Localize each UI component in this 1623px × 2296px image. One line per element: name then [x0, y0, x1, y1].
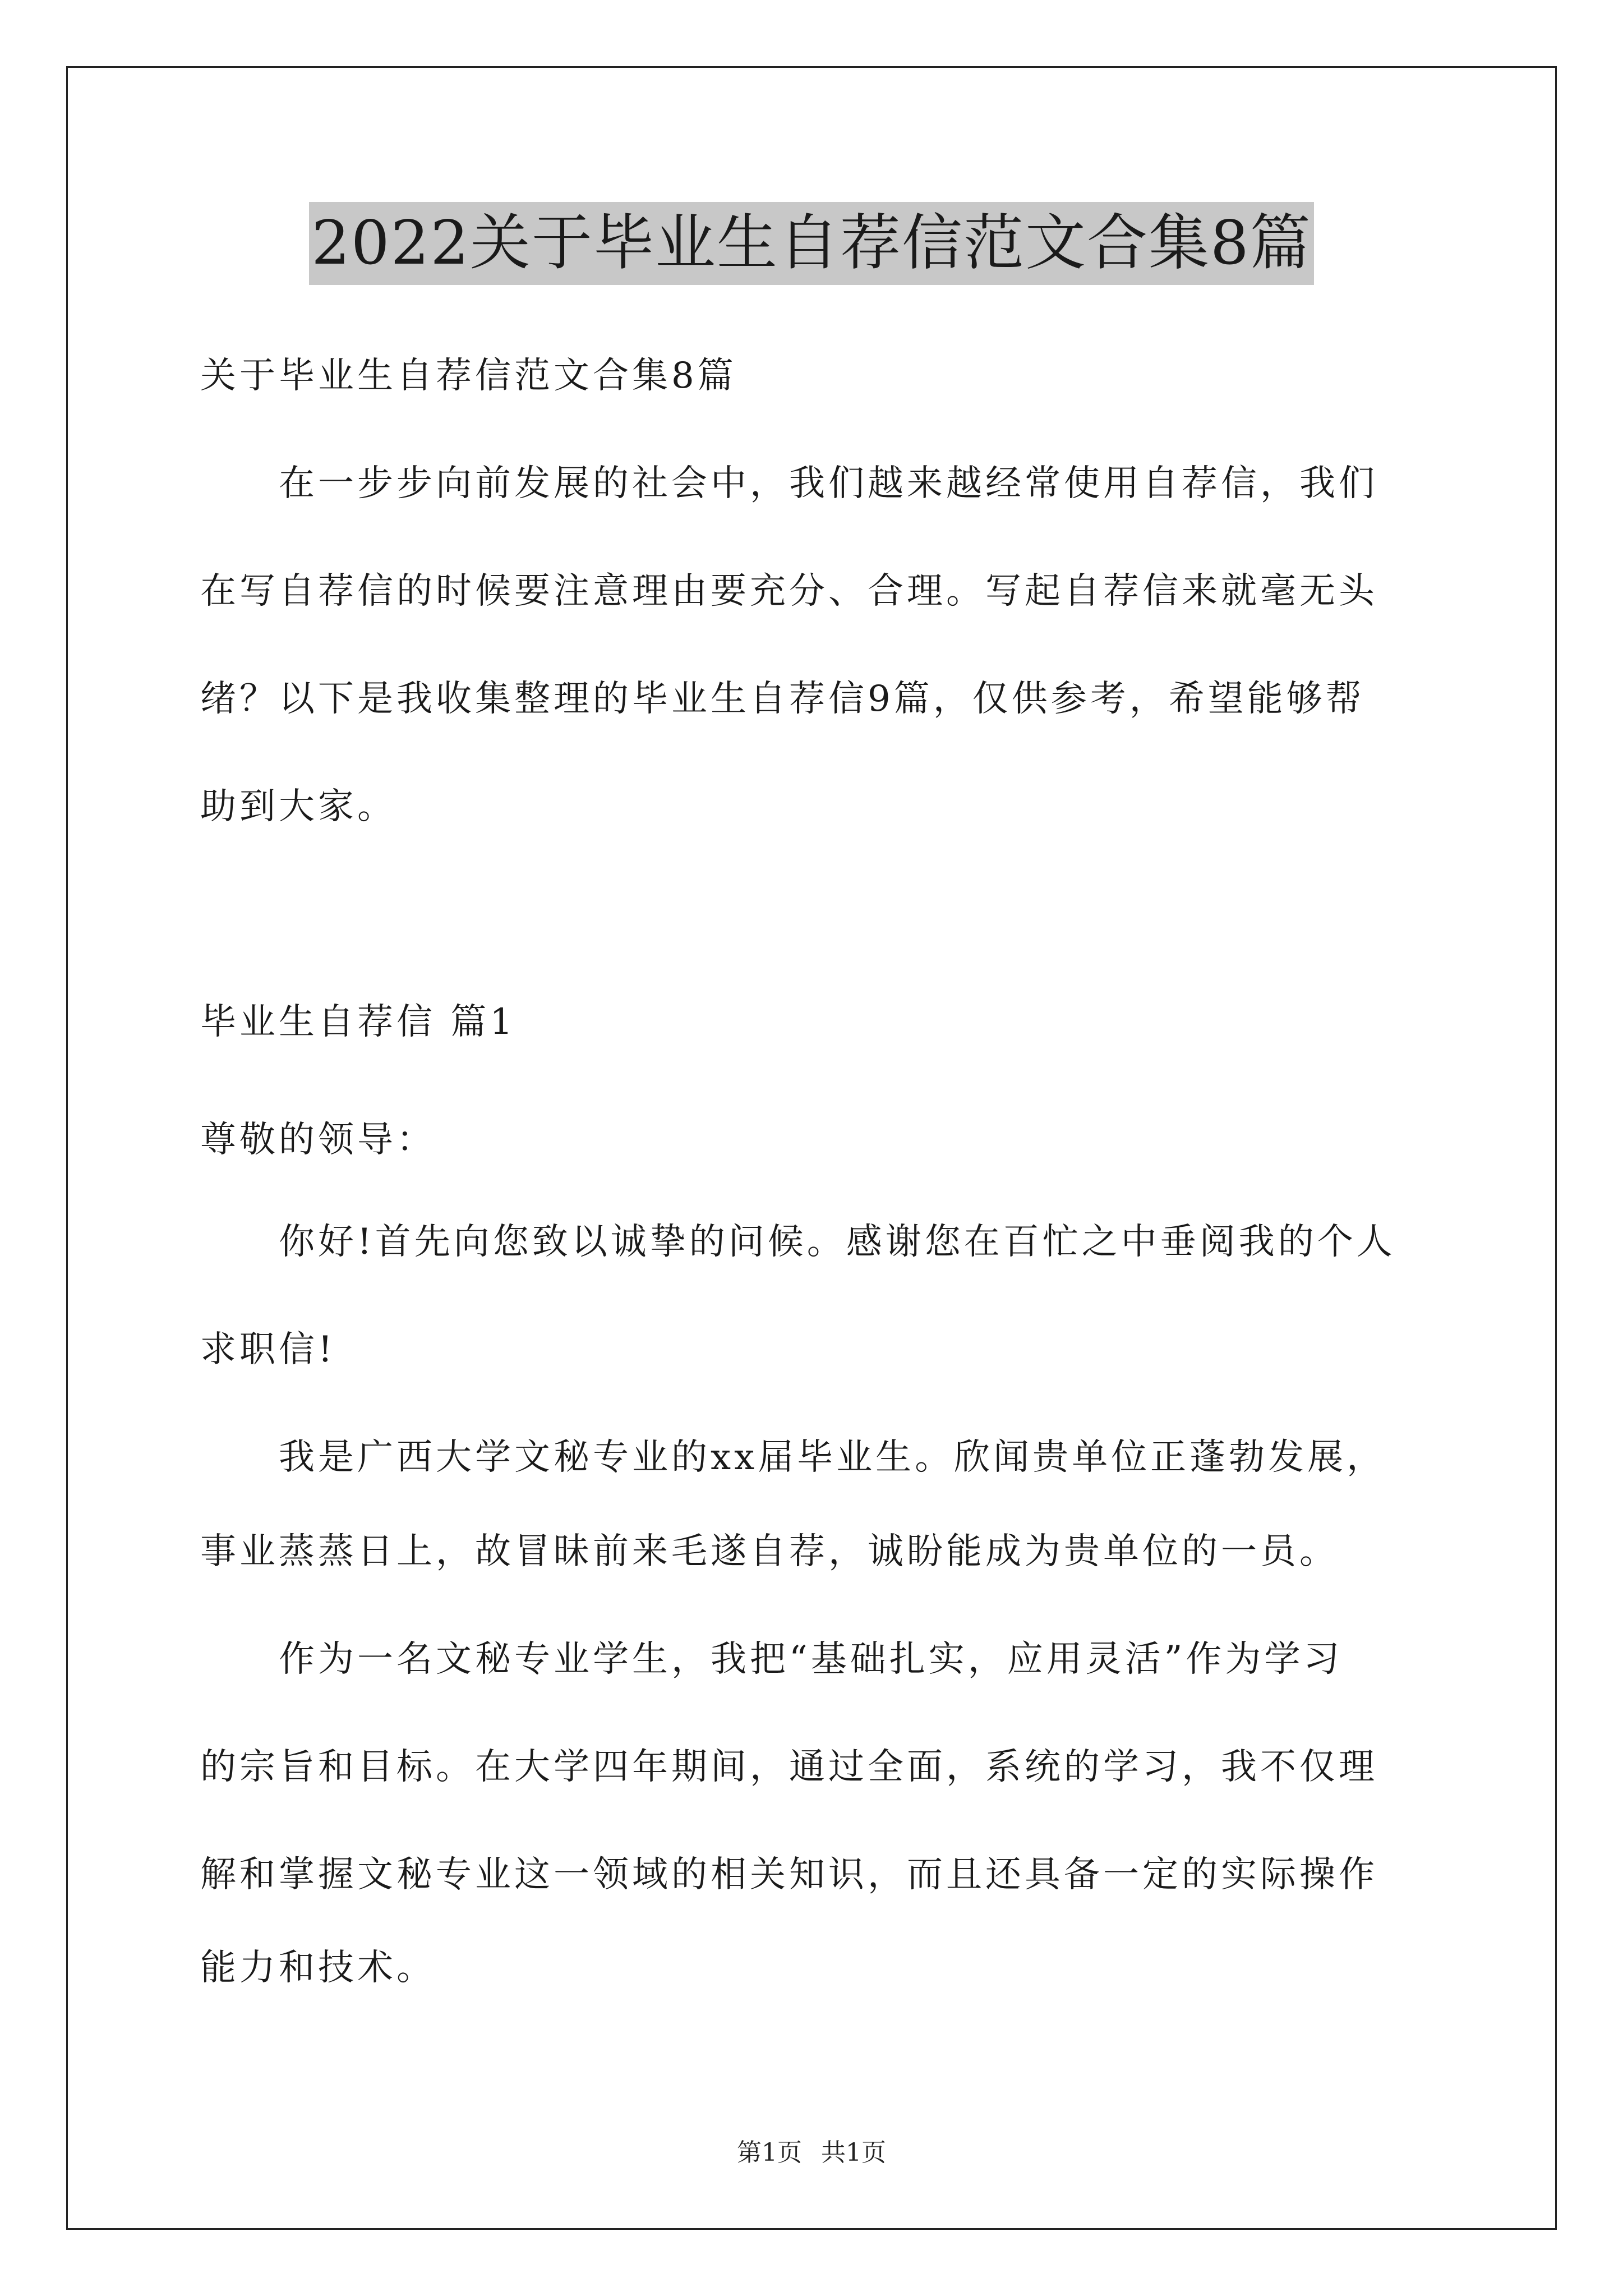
paragraph-line: 绪？以下是我收集整理的毕业生自荐信9篇，仅供参考，希望能够帮	[200, 678, 1365, 720]
paragraph-line: 助到大家。	[200, 786, 396, 827]
paragraph-line: 的宗旨和目标。在大学四年期间，通过全面，系统的学习，我不仅理	[200, 1746, 1378, 1788]
paragraph-line: 作为一名文秘专业学生，我把“基础扎实，应用灵活”作为学习	[279, 1639, 1343, 1680]
paragraph-line: 求职信!	[200, 1329, 336, 1370]
paragraph-line: 能力和技术。	[200, 1947, 436, 1989]
salutation-line: 尊敬的领导：	[200, 1119, 436, 1161]
page-number: 第1页	[737, 2138, 802, 2167]
paragraph-line: 在一步步向前发展的社会中，我们越来越经常使用自荐信，我们	[279, 463, 1378, 504]
page-footer	[0, 2137, 1623, 2169]
document-title: 2022关于毕业生自荐信范文合集8篇	[309, 202, 1314, 285]
paragraph-line: 解和掌握文秘专业这一领域的相关知识，而且还具备一定的实际操作	[200, 1854, 1378, 1895]
paragraph-line: 你好!首先向您致以诚挚的问候。感谢您在百忙之中垂阅我的个人	[279, 1221, 1396, 1263]
subtitle-line: 关于毕业生自荐信范文合集8篇	[200, 355, 737, 397]
paragraph-line: 我是广西大学文秘专业的xx届毕业生。欣闻贵单位正蓬勃发展，	[279, 1437, 1386, 1478]
paragraph-line: 事业蒸蒸日上，故冒昧前来毛遂自荐，诚盼能成为贵单位的一员。	[200, 1531, 1339, 1572]
section-heading: 毕业生自荐信 篇1	[200, 1001, 517, 1043]
paragraph-line: 在写自荐信的时候要注意理由要充分、合理。写起自荐信来就毫无头	[200, 570, 1378, 612]
page-total: 共1页	[821, 2138, 886, 2167]
title-container	[0, 202, 1623, 285]
